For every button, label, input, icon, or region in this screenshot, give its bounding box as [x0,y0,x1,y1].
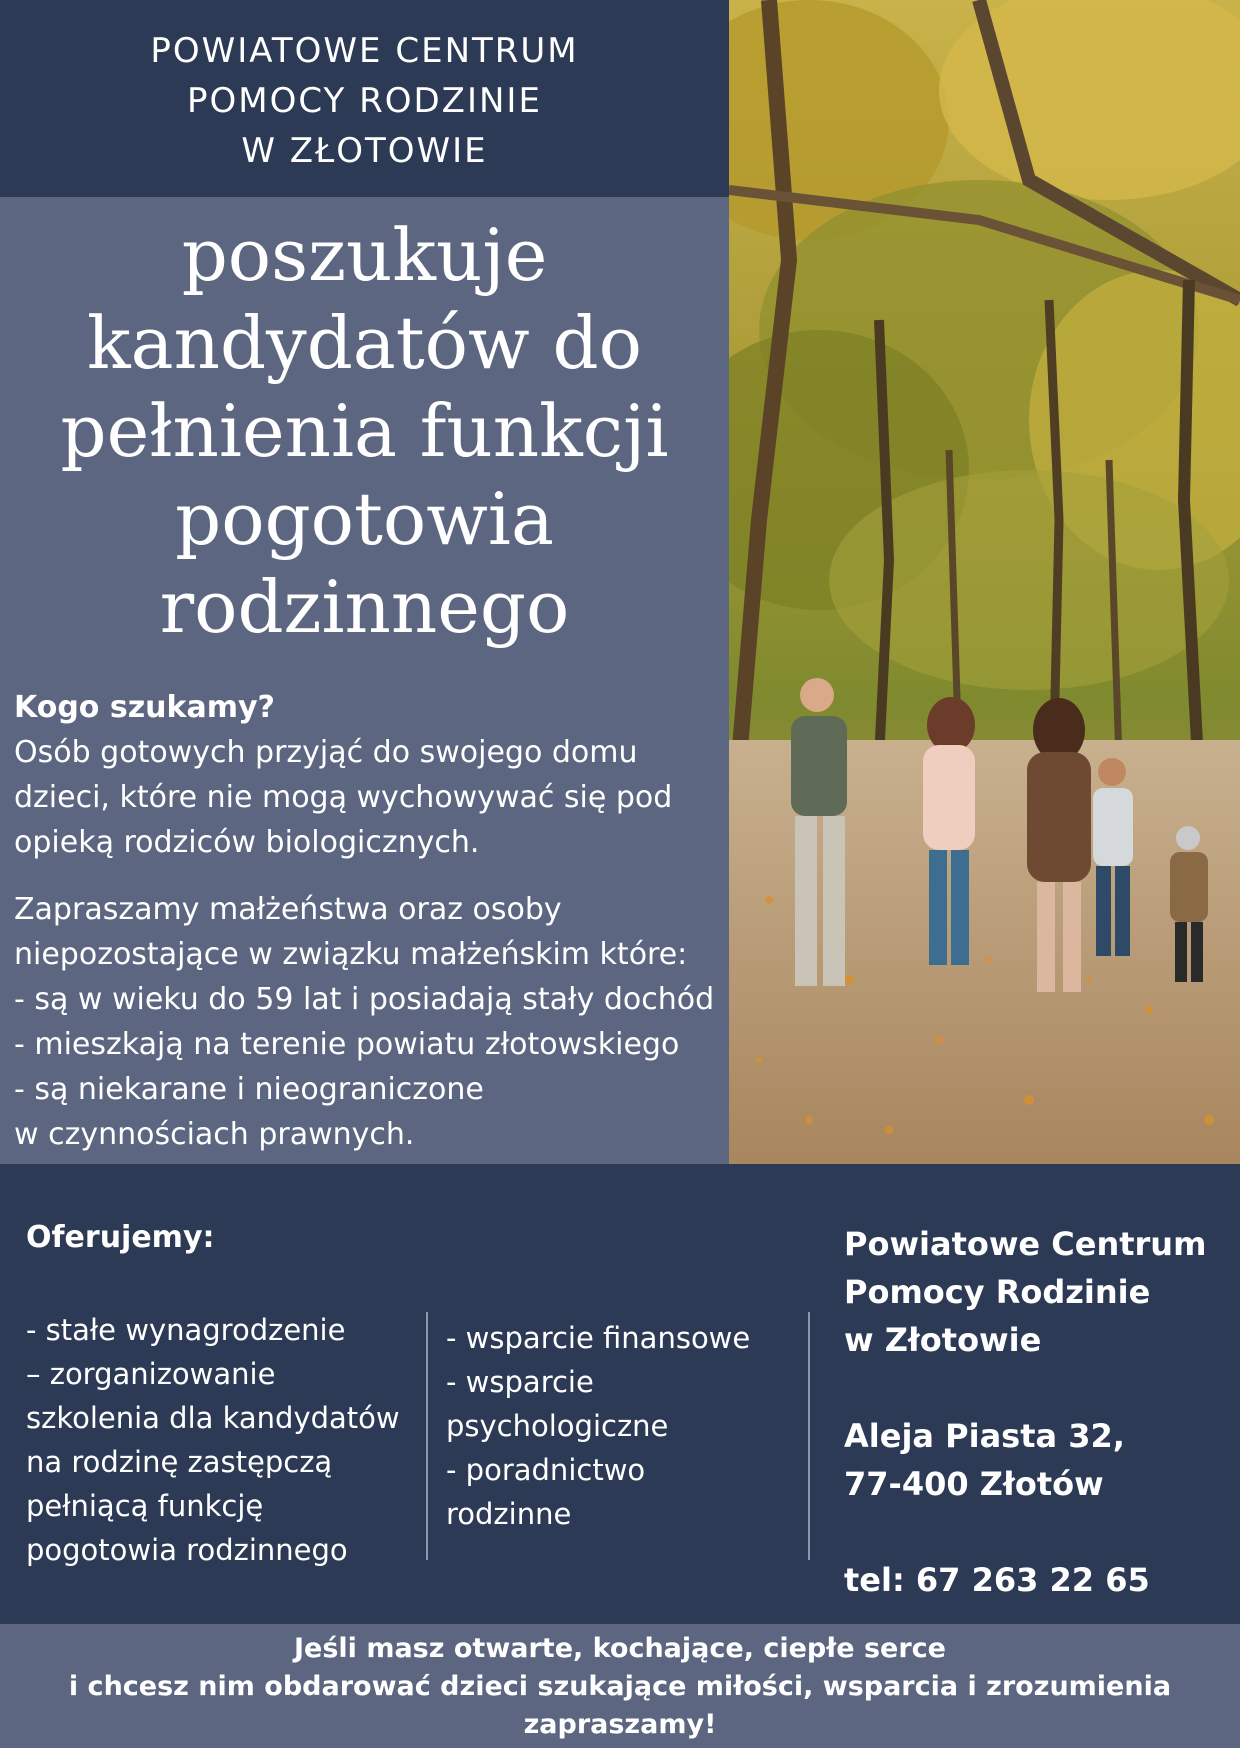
offer-item: – zorganizowanie [26,1357,276,1391]
contact-name-line: Powiatowe Centrum [844,1225,1207,1263]
offer-column-2 [446,1316,796,1536]
offer-item: pełniącą funkcję [26,1489,264,1523]
invite-line-6: w czynnościach prawnych. [14,1117,415,1152]
offer-item: - stałe wynagrodzenie [26,1313,346,1347]
offer-item: rodzinne [446,1497,572,1531]
header-banner [0,0,729,197]
info-section [0,1164,1240,1624]
offer-item: psychologiczne [446,1409,669,1443]
forest-illustration [729,0,1240,1164]
column-divider [808,1312,810,1560]
intro-panel [0,197,729,1164]
invite-line-4: - mieszkają na terenie powiatu złotowskiego [14,1027,680,1062]
offer-column-1 [26,1308,426,1572]
answer-line-1: Osób gotowych przyjąć do swojego domu [14,735,638,770]
offer-item: - poradnictwo [446,1453,646,1487]
contact-name-line: Pomocy Rodzinie [844,1273,1151,1311]
footer-line-2: i chcesz nim obdarować dzieci szukające miłości, wsparcia i zrozumienia [68,1671,1172,1702]
offer-item: - wsparcie finansowe [446,1321,751,1355]
family-forest-photo [729,0,1240,1164]
question-heading: Kogo szukamy? [14,690,275,725]
headline-line-3: pełnienia funkcji [60,389,669,473]
contact-block [844,1220,1234,1604]
invite-line-1: Zapraszamy małżeństwa oraz osoby [14,892,562,927]
headline-line-1: poszukuje [181,213,548,297]
contact-phone: tel: 67 263 22 65 [844,1561,1150,1599]
intro-body [14,685,719,1157]
offer-item: pogotowia rodzinnego [26,1533,348,1567]
headline-line-4: pogotowia [175,477,554,561]
column-divider [426,1312,428,1560]
header-line-2: POMOCY RODZINIE [187,81,542,121]
headline [0,211,729,651]
header-line-3: W ZŁOTOWIE [241,131,488,171]
footer-line-1: Jeśli masz otwarte, kochające, ciepłe serce [293,1633,946,1664]
invite-line-2: niepozostające w związku małżeńskim które: [14,937,688,972]
contact-name-line: w Złotowie [844,1321,1042,1359]
answer-line-3: opieką rodziców biologicznych. [14,825,480,860]
offer-item: - wsparcie [446,1365,594,1399]
headline-line-5: rodzinnego [159,565,570,649]
offer-item: szkolenia dla kandydatów [26,1401,400,1435]
headline-line-2: kandydatów do [87,301,642,385]
invite-line-3: - są w wieku do 59 lat i posiadają stały dochód [14,982,715,1017]
header-line-1: POWIATOWE CENTRUM [150,31,579,71]
footer-line-3: zapraszamy! [523,1709,717,1740]
contact-address-line: 77-400 Złotów [844,1465,1104,1503]
answer-line-2: dzieci, które nie mogą wychowywać się pod [14,780,673,815]
invite-line-5: - są niekarane i nieograniczone [14,1072,484,1107]
footer-banner [0,1624,1240,1748]
offer-title: Oferujemy: [26,1220,215,1255]
offer-item: na rodzinę zastępczą [26,1445,333,1479]
contact-address-line: Aleja Piasta 32, [844,1417,1125,1455]
